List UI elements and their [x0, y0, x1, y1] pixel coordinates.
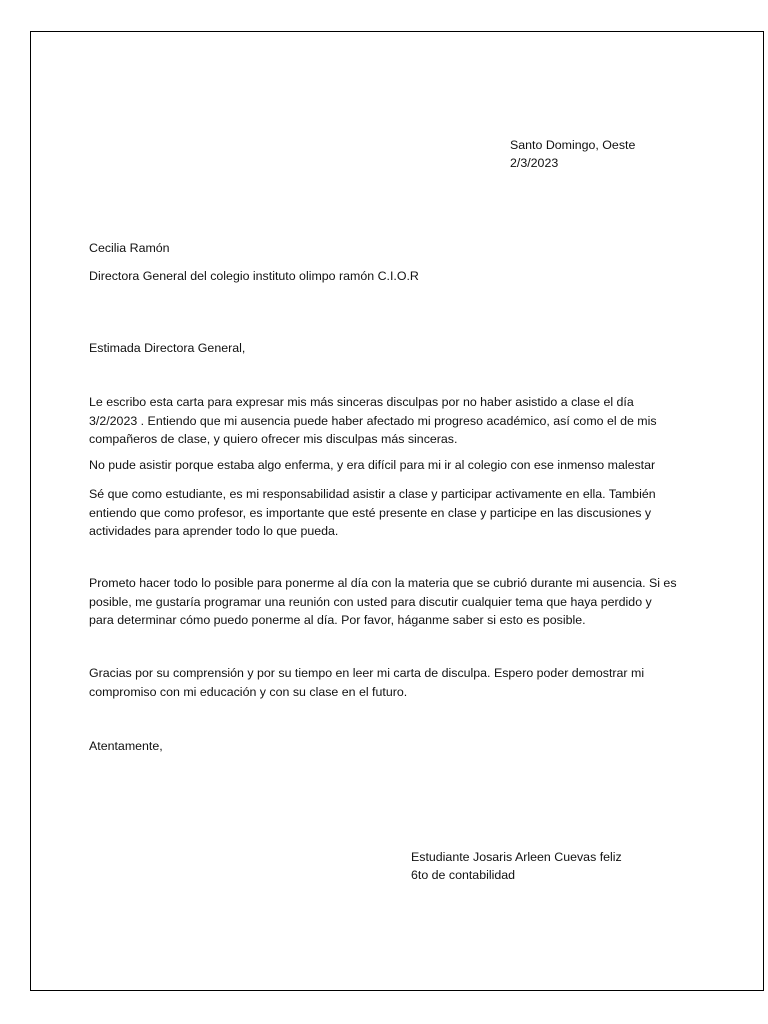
paragraph-reason: No pude asistir porque estaba algo enferma, y era difícil para mi ir al colegio con ese inmenso malestar — [89, 458, 656, 472]
place-text: Santo Domingo, Oeste — [510, 138, 636, 152]
letter-page — [30, 31, 764, 991]
recipient-name: Cecilia Ramón — [89, 241, 170, 255]
paragraph-responsibility: Sé que como estudiante, es mi responsabilidad asistir a clase y participar activamente en ella. También entiendo que como profesor, es importante que esté presente en clase y participe en las discusiones y actividades para aprender todo lo que pueda. — [89, 487, 656, 538]
signature-name: Estudiante Josaris Arleen Cuevas feliz — [411, 850, 622, 864]
closing: Atentamente, — [89, 739, 163, 753]
paragraph-promise: Prometo hacer todo lo posible para ponerme al día con la materia que se cubrió durante mi ausencia. Si es posible, me gustaría programar una reunión con usted para discutir cualquier tema que haya perdido y para determinar cómo puedo ponerme al día. Por favor, háganme saber si esto es posible. — [89, 576, 677, 627]
date-text: 2/3/2023 — [510, 156, 559, 170]
letter-header — [510, 136, 635, 172]
signature-block — [411, 848, 622, 884]
paragraph-apology: Le escribo esta carta para expresar mis más sinceras disculpas por no haber asistido a clase el día 3/2/2023 . Entiendo que mi ausencia puede haber afectado mi progreso académico, así como el de mis compañeros de clase, y quiero ofrecer mis disculpas más sinceras. — [89, 395, 657, 446]
paragraph-thanks: Gracias por su comprensión y por su tiempo en leer mi carta de disculpa. Espero poder demostrar mi compromiso con mi educación y con su clase en el futuro. — [89, 666, 645, 699]
recipient-title: Directora General del colegio instituto olimpo ramón C.I.O.R — [89, 269, 419, 283]
salutation: Estimada Directora General, — [89, 341, 246, 355]
signature-course: 6to de contabilidad — [411, 868, 516, 882]
